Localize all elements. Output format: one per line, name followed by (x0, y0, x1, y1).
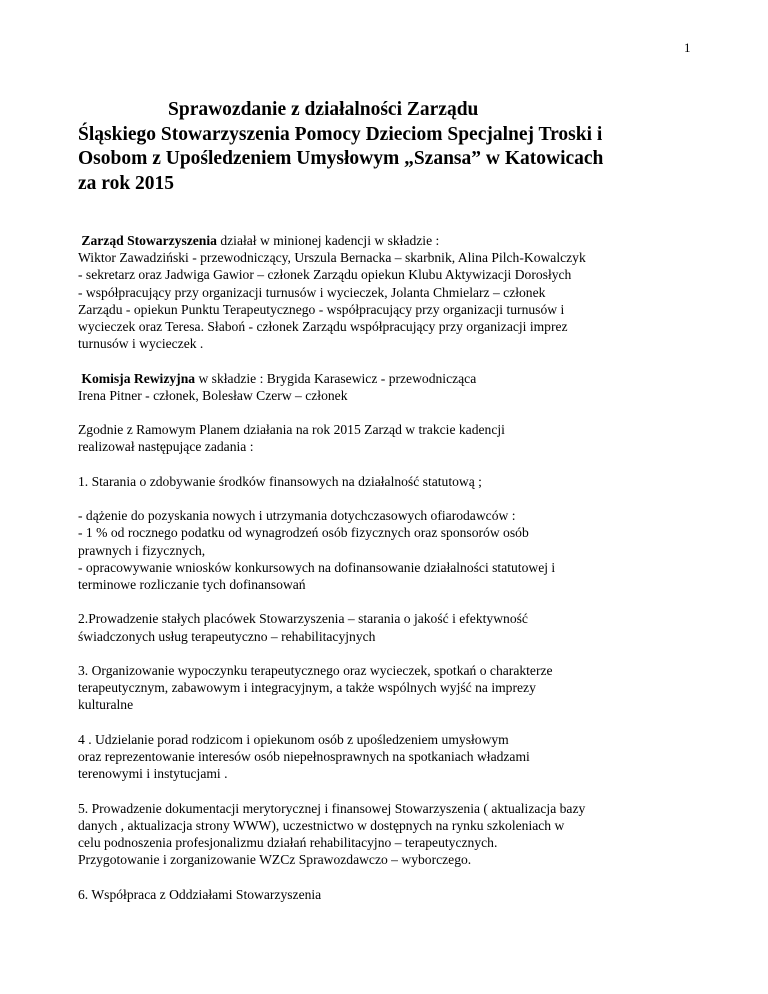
commission-lead (78, 370, 738, 387)
commission-paragraph (78, 370, 738, 404)
intro-paragraph (78, 421, 738, 455)
text-line: 1. Starania o zdobywanie środków finansowych na działalność statutową ; (78, 473, 482, 489)
task-6 (78, 886, 738, 903)
text-line: - współpracujący przy organizacji turnusów i wycieczek, Jolanta Chmielarz – członek (78, 284, 546, 300)
text-line: terenowymi i instytucjami . (78, 766, 228, 782)
text-line: Wiktor Zawadziński - przewodniczący, Urszula Bernacka – skarbnik, Alina Pilch-Kowalczyk (78, 250, 586, 266)
text-line: turnusów i wycieczek . (78, 336, 204, 352)
text-line: wycieczek oraz Teresa. Słaboń - członek Zarządu współpracujący przy organizacji imprez (78, 319, 568, 335)
text-line: 4 . Udzielanie porad rodzicom i opiekunom osób z upośledzeniem umysłowym (78, 731, 509, 747)
commission-lead-text: w składzie : Brygida Karasewicz - przewodnicząca (195, 370, 477, 386)
text-line: świadczonych usług terapeutyczno – rehabilitacyjnych (78, 628, 376, 644)
board-lead-text: działał w minionej kadencji w składzie : (216, 233, 440, 248)
text-line: Zarządu - opiekun Punktu Terapeutycznego - współpracujący przy organizacji turnusów i (78, 301, 565, 317)
title-line: za rok 2015 (78, 172, 175, 194)
text-line: danych , aktualizacja strony WWW), uczestnictwo w dostępnych na rynku szkoleniach w (78, 817, 565, 833)
task-5 (78, 800, 738, 869)
text-line: - 1 % od rocznego podatku od wynagrodzeń osób fizycznych oraz sponsorów osób (78, 525, 529, 541)
text-line: 3. Organizowanie wypoczynku terapeutycznego oraz wycieczek, spotkań o charakterze (78, 662, 553, 678)
title-line: Sprawozdanie z działalności Zarządu (168, 99, 479, 120)
text-line: kulturalne (78, 697, 134, 713)
title-line: Osobom z Upośledzeniem Umysłowym „Szansa” w Katowicach (78, 148, 604, 169)
task-1-details (78, 507, 738, 593)
page-number: 1 (684, 40, 691, 55)
text-line: 6. Współpraca z Oddziałami Stowarzyszenia (78, 886, 322, 902)
text-line: Irena Pitner - członek, Bolesław Czerw – członek (78, 387, 348, 403)
text-line: prawnych i fizycznych, (78, 542, 206, 558)
board-heading: Zarząd Stowarzyszenia (81, 233, 217, 248)
text-line: 5. Prowadzenie dokumentacji merytorycznej i finansowej Stowarzyszenia ( aktualizacja bazy (78, 800, 586, 816)
text-line: oraz reprezentowanie interesów osób niepełnosprawnych na spotkaniach władzami (78, 748, 530, 764)
document-body (78, 232, 738, 903)
document-title (78, 98, 738, 196)
commission-heading: Komisja Rewizyjna (81, 370, 196, 386)
task-4 (78, 731, 738, 783)
task-3 (78, 662, 738, 714)
text-line: - dążenie do pozyskania nowych i utrzymania dotychczasowych ofiarodawców : (78, 508, 516, 524)
text-line: - opracowywanie wniosków konkursowych na dofinansowanie działalności statutowej i (78, 559, 556, 575)
text-line: terapeutycznym, zabawowym i integracyjnym, a także wspólnych wyjść na imprezy (78, 680, 536, 696)
text-line: realizował następujące zadania : (78, 439, 254, 455)
task-2 (78, 610, 738, 644)
text-line: Przygotowanie i zorganizowanie WZCz Sprawozdawczo – wyborczego. (78, 852, 472, 868)
text-line: celu podnoszenia profesjonalizmu działań rehabilitacyjno – terapeutycznych. (78, 834, 498, 850)
board-paragraph (78, 232, 738, 352)
title-line: Śląskiego Stowarzyszenia Pomocy Dzieciom Specjalnej Troski i (78, 123, 603, 145)
text-line: terminowe rozliczanie tych dofinansowań (78, 577, 306, 592)
task-1 (78, 473, 738, 490)
board-lead (78, 232, 738, 249)
text-line: Zgodnie z Ramowym Planem działania na rok 2015 Zarząd w trakcie kadencji (78, 422, 505, 438)
text-line: 2.Prowadzenie stałych placówek Stowarzyszenia – starania o jakość i efektywność (78, 611, 528, 627)
text-line: - sekretarz oraz Jadwiga Gawior – członek Zarządu opiekun Klubu Aktywizacji Dorosłych (78, 267, 572, 283)
